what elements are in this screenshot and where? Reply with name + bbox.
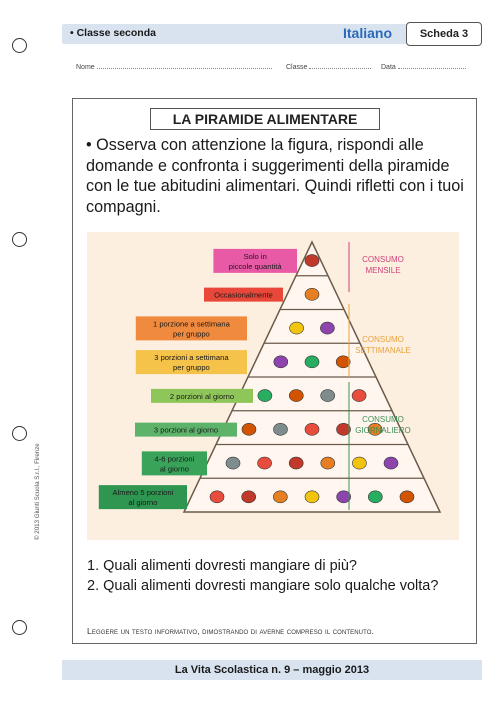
date-field[interactable] <box>381 63 466 71</box>
food-item-icon <box>321 390 335 402</box>
binder-hole-1 <box>12 38 27 53</box>
binder-hole-4 <box>12 620 27 635</box>
food-item-icon <box>320 322 334 334</box>
food-item-icon <box>273 491 287 503</box>
food-item-icon <box>289 390 303 402</box>
food-item-icon <box>305 423 319 435</box>
student-fields <box>76 63 476 75</box>
food-item-icon <box>258 390 272 402</box>
frequency-label: GIORNALIERO <box>355 426 411 435</box>
name-field-label: Nome <box>76 64 95 71</box>
food-pyramid-svg <box>87 232 459 540</box>
binder-hole-2 <box>12 232 27 247</box>
subject-label: Italiano <box>342 25 392 41</box>
frequency-label: CONSUMO <box>362 335 404 344</box>
food-pyramid-figure <box>87 232 459 540</box>
header-bar <box>62 24 482 44</box>
frequency-label: CONSUMO <box>362 415 404 424</box>
level-label-text: Occasionalmente <box>214 290 273 300</box>
food-item-icon <box>242 491 256 503</box>
binder-hole-3 <box>12 426 27 441</box>
food-item-icon <box>368 491 382 503</box>
level-label-text: 2 porzioni al giorno <box>169 391 235 401</box>
food-item-icon <box>273 423 287 435</box>
food-item-icon <box>210 491 224 503</box>
copyright-note: © 2013 Giunti Scuola S.r.l., Firenze <box>34 443 41 540</box>
class-field[interactable] <box>286 63 371 71</box>
food-item-icon <box>290 322 304 334</box>
level-label-text: per gruppo <box>173 329 210 339</box>
food-item-icon <box>305 255 319 267</box>
intro-text: • Osserva con attenzione la figura, rispondi alle domande e confronta i suggerimenti della piramide con le tue abitudini alimentari. Quindi rifletti con i tuoi compagni. <box>86 136 464 216</box>
class-label: • Classe seconda <box>70 27 156 39</box>
food-item-icon <box>384 457 398 469</box>
food-item-icon <box>321 457 335 469</box>
level-label-text: 1 porzione a settimana <box>152 319 230 329</box>
page-title: LA PIRAMIDE ALIMENTARE <box>150 108 380 130</box>
level-label-text: al giorno <box>159 464 189 474</box>
food-item-icon <box>352 457 366 469</box>
level-label-text: Almeno 5 porzioni <box>112 488 174 498</box>
food-item-icon <box>258 457 272 469</box>
food-item-icon <box>226 457 240 469</box>
food-item-icon <box>305 288 319 300</box>
class-field-label: Classe <box>286 64 308 71</box>
food-item-icon <box>274 356 288 368</box>
level-label-text: per gruppo <box>173 363 210 373</box>
question-2: 2. Quali alimenti dovresti mangiare solo qualche volta? <box>87 577 439 594</box>
questions-block <box>87 557 467 596</box>
level-label-text: 3 porzioni a settimana <box>154 353 229 363</box>
food-item-icon <box>242 423 256 435</box>
sheet-badge: Scheda 3 <box>406 22 482 46</box>
food-item-icon <box>337 423 351 435</box>
frequency-label: CONSUMO <box>362 255 404 264</box>
food-item-icon <box>305 356 319 368</box>
food-item-icon <box>305 491 319 503</box>
level-label-text: Solo in <box>243 251 267 261</box>
frequency-label: SETTIMANALE <box>355 346 411 355</box>
level-label-text: 4-6 porzioni <box>154 454 195 464</box>
frequency-label: MENSILE <box>365 266 401 275</box>
level-label-text: 3 porzioni al giorno <box>153 425 219 435</box>
objective-note: Leggere un testo informativo, dimostrando di averne compreso il contenuto. <box>87 626 375 636</box>
food-item-icon <box>352 390 366 402</box>
food-item-icon <box>336 356 350 368</box>
food-item-icon <box>400 491 414 503</box>
question-1: 1. Quali alimenti dovresti mangiare di più? <box>87 558 357 574</box>
date-field-label: Data <box>381 64 396 71</box>
footer-bar: La Vita Scolastica n. 9 – maggio 2013 <box>62 660 482 680</box>
food-item-icon <box>289 457 303 469</box>
level-label-text: piccole quantità <box>228 261 282 271</box>
level-label-text: al giorno <box>128 498 158 508</box>
name-field[interactable] <box>76 63 272 71</box>
